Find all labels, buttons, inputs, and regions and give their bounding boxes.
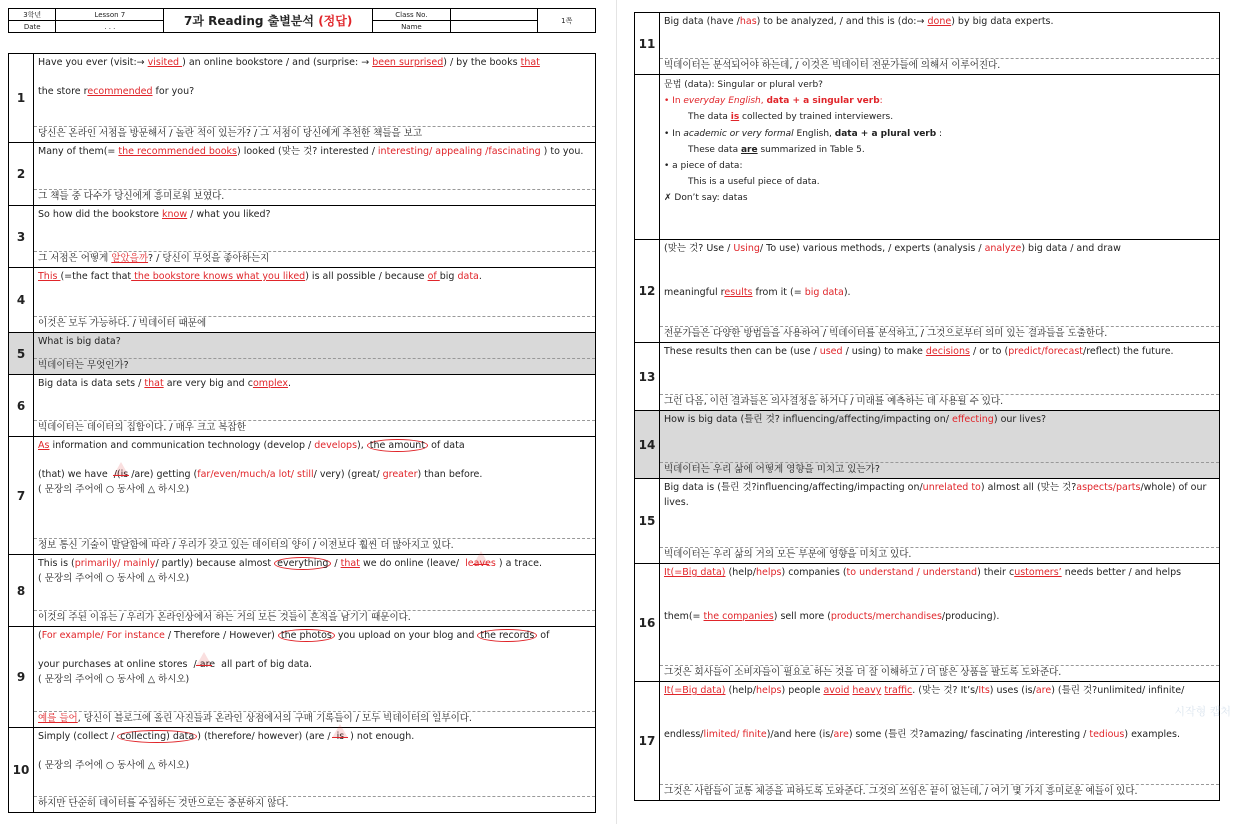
verb-triangle: / are [191,659,219,670]
korean-translation: 빅데이터는 무엇인가? [34,358,595,374]
korean-translation: 전문가들은 다양한 방법들을 사용하여 / 빅데이터를 분석하고, / 그것으로부터 의미 있는 결과들을 도출한다. [660,326,1219,342]
english-sentence: It(=Big data) (help/helps) people avoid heavy traffic. (맞는 것? It’s/Its) uses (is/are) (틀린 것?unlimited/ infinite/ endless/limited/ finite)/and here (is/are) some (틀린 것?amazing/ fascinating /interesting / tedious) examples. [664,685,1185,741]
english-sentence: Have you ever (visit:→ visited ) an online bookstore / and (surprise: → been surprised) / by the books that the store recommended for you? [38,57,540,98]
capture-watermark: 시작형 캡처 [1174,705,1231,718]
english-sentence: It(=Big data) (help/helps) companies (to understand / understand) their customers’ needs better / and helps them(= the companies) sell more (products/merchandises/producing). [664,567,1182,623]
sentence-row-10 [9,727,595,812]
row-number: 3 [9,206,34,267]
grammar-note-text: 문법 (data): Singular or plural verb? • In everyday English, data + a singular verb: The data is collected by trained interviewers. • In academic or very formal English, data + a plural verb : These data are summarized in Table 5. • a piece of data: This is a useful piece of data. ✗ Don’t say: datas [664,80,943,204]
sentence-row-12 [635,239,1219,342]
row-number: 10 [9,728,34,812]
korean-translation: 이것은 모두 가능하다. / 빅데이터 때문에 [34,316,595,332]
left-rows [8,53,596,813]
date-label: Date [9,21,56,33]
row-number: 14 [635,411,660,478]
row-number: 7 [9,437,34,554]
answer-tag: (정답) [318,14,353,28]
korean-translation: 그 책들 중 다수가 당신에게 흥미로워 보였다. [34,189,595,205]
row-number: 6 [9,375,34,436]
sentence-row-1 [9,54,595,142]
verb-triangle: /(is [111,469,132,480]
row-number: 16 [635,564,660,681]
korean-translation: 빅데이터는 우리 삶에 어떻게 영향을 미치고 있는가? [660,462,1219,478]
subject-circle: everything [274,557,331,570]
korean-translation: 예를 들어, 당신이 블로그에 올린 사진들과 온라인 상점에서의 구매 기록들이 / 모두 빅데이터의 일부이다. [34,711,595,727]
row-number: 2 [9,143,34,205]
english-sentence: So how did the bookstore know / what you liked? [38,209,271,220]
worksheet-title [164,9,373,33]
row-number: 8 [9,555,34,626]
sentence-row-15 [635,478,1219,563]
sentence-row-4 [9,267,595,332]
grade-cell: 3학년 [9,9,56,21]
english-sentence: This (=the fact that the bookstore knows what you liked) is all possible / because of big data. [38,271,482,282]
right-page [634,8,1220,801]
korean-translation: 그 서점은 어떻게 알았을까? / 당신이 무엇을 좋아하는지 [34,251,595,267]
korean-translation: 빅데이터는 우리 삶의 거의 모든 부분에 영향을 미치고 있다. [660,547,1219,563]
english-sentence: (For example/ For instance / Therefore / However) the photos you upload on your blog and the records of your purchases at online stores / are all part of big data. ( 문장의 주어에 ○ 동사에 △ 하시오) [38,630,550,686]
class-no-value [450,9,538,21]
subject-circle: the amount [367,439,428,452]
english-sentence: This is (primarily/ mainly/ partly) because almost everything / that we do online (leave/ leaves ) a trace. ( 문장의 주어에 ○ 동사에 △ 하시오) [38,558,542,584]
english-sentence: Big data is data sets / that are very big and complex. [38,378,292,389]
korean-translation: 빅데이터는 데이터의 집합이다. / 매우 크고 복잡한 [34,420,595,436]
english-sentence: As information and communication technology (develop / develops), the amount of data (that) we have /(is /are) getting (far/even/much/a lot/ still/ very) (great/ greater) than before. ( 문장의 주어에 ○ 동사에 △ 하시오) [38,440,483,496]
sentence-row-8 [9,554,595,626]
sentence-row-11 [635,13,1219,74]
english-sentence: Many of them(= the recommended books) looked (맞는 것? interested / interesting/ appealing /fascinating ) to you. [38,146,584,157]
row-number: 1 [9,54,34,142]
korean-translation: 빅데이터는 분석되어야 하는데, / 이것은 빅데이터 전문가들에 의해서 이루어진다. [660,58,1219,74]
date-value: . . . [56,21,164,33]
subject-circle: the photos [278,629,335,642]
sentence-row-5 [9,332,595,374]
english-sentence: Simply (collect / collecting) data ) (therefore/ however) (are / is ) not enough. ( 문장의 주어에 ○ 동사에 △ 하시오) [38,731,415,772]
row-number: 13 [635,343,660,410]
worksheet-header [8,8,596,33]
korean-translation: 그런 다음, 이런 결과들은 의사결정을 하거나 / 미래를 예측하는 데 사용될 수 있다. [660,394,1219,410]
subject-circle: the records [477,629,537,642]
sentence-row-14 [635,410,1219,478]
row-number: 9 [9,627,34,727]
sentence-row-17 [635,681,1219,800]
class-no-label: Class No. [373,9,451,21]
row-number: 4 [9,268,34,332]
korean-translation: 그것은 사람들이 교통 체증을 피하도록 도와준다. 그것의 쓰임은 끝이 없는데, / 여기 몇 가지 흥미로운 예들이 있다. [660,784,1219,800]
sentence-row-13 [635,342,1219,410]
title-text: 7과 Reading 출별분석 [184,14,314,28]
verb-triangle: leaves [462,558,499,569]
korean-translation: 그것은 회사들이 소비자들이 필요로 하는 것을 더 잘 이해하고 / 더 많은 상품을 팔도록 도와준다. [660,665,1219,681]
sentence-row-9 [9,626,595,727]
row-number: 15 [635,479,660,563]
left-page [8,8,596,813]
page-divider [616,0,617,824]
english-sentence: Big data (have /has) to be analyzed, / and this is (do:→ done) by big data experts. [664,16,1054,27]
subject-circle: collecting) data [117,730,197,743]
name-value [450,21,538,33]
sentence-row-3 [9,205,595,267]
english-sentence: These results then can be (use / used / using) to make decisions / or to (predict/forecast/reflect) the future. [664,346,1174,357]
korean-translation: 당신은 온라인 서점을 방문해서 / 놀란 적이 있는가? / 그 서점이 당신에게 추천한 책들을 보고 [34,126,595,142]
row-number: 11 [635,13,660,74]
korean-translation: 이것의 주된 이유는 / 우리가 온라인상에서 하는 거의 모든 것들이 흔적을 남기기 때문이다. [34,610,595,626]
row-number: 17 [635,682,660,800]
right-rows [634,12,1220,801]
english-sentence: What is big data? [34,333,595,358]
grammar-note [635,74,1219,239]
sentence-row-16 [635,563,1219,681]
sentence-row-7 [9,436,595,554]
verb-triangle: is [334,731,348,742]
korean-translation: 정보 통신 기술이 발달함에 따라 / 우리가 갖고 있는 데이터의 양이 / 이전보다 훨씬 더 많아지고 있다. [34,538,595,554]
row-number: 12 [635,240,660,342]
name-label: Name [373,21,451,33]
english-sentence: How is big data (틀린 것? influencing/affecting/impacting on/ effecting) our lives? [660,411,1219,462]
page-number: 1쪽 [538,9,596,33]
sentence-row-2 [9,142,595,205]
lesson-cell: Lesson 7 [56,9,164,21]
english-sentence: Big data is (틀린 것?influencing/affecting/impacting on/unrelated to) almost all (맞는 것?aspects/parts/whole) of our lives. [664,482,1207,508]
korean-translation: 하지만 단순히 데이터를 수집하는 것만으로는 충분하지 않다. [34,796,595,812]
english-sentence: (맞는 것? Use / Using/ To use) various methods, / experts (analysis / analyze) big data / and draw meaningful results from it (= big data). [664,243,1121,299]
sentence-row-6 [9,374,595,436]
row-number: 5 [9,333,34,374]
